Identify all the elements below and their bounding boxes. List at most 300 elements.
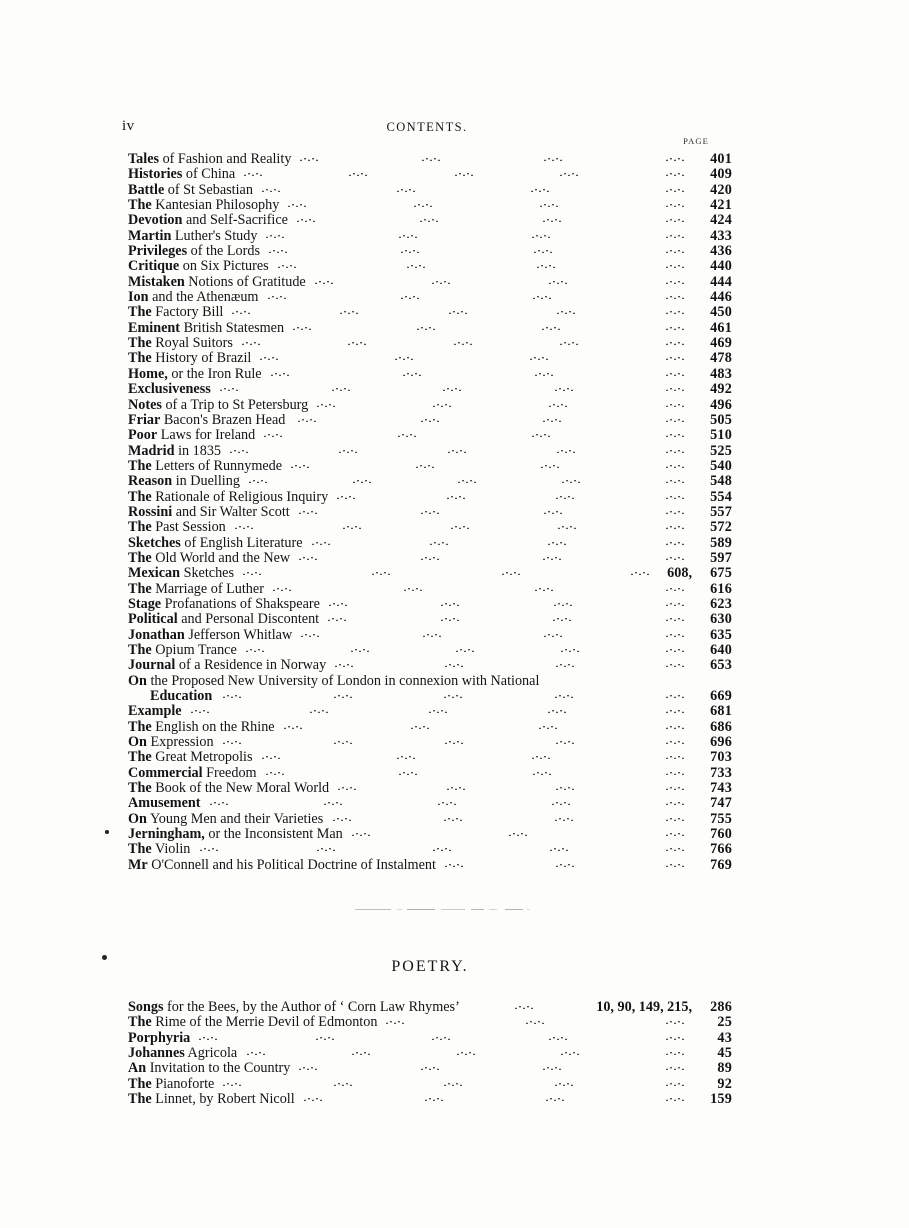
poetry-section-heading: POETRY. xyxy=(391,958,469,975)
toc-entry-title-lead: Amusement xyxy=(128,795,201,812)
leader-dots xyxy=(219,382,686,394)
toc-entry-title xyxy=(128,841,190,857)
toc-entry xyxy=(128,582,732,597)
leader-dots xyxy=(263,428,686,440)
toc-entry xyxy=(128,536,732,551)
leader-dots xyxy=(246,1046,686,1058)
toc-entry-title-lead: The xyxy=(128,580,152,597)
toc-entry-title-rest: on Six Pictures xyxy=(179,258,269,275)
toc-entry-title-rest: or the Inconsistent Man xyxy=(204,826,343,843)
toc-entry-page-number: 446 xyxy=(710,289,732,306)
toc-entry-title-lead: Mr xyxy=(128,856,148,873)
toc-entry-title-lead: Sketches xyxy=(128,534,181,551)
toc-entry-title xyxy=(128,427,255,443)
leader-dots xyxy=(209,796,686,808)
leader-dots xyxy=(385,1015,686,1027)
toc-entry-title-lead: Devotion xyxy=(128,212,183,229)
leader-dots xyxy=(199,842,686,854)
toc-entry-title-lead: Johannes xyxy=(128,1045,185,1062)
toc-entry-title-lead: Mexican xyxy=(128,565,181,582)
toc-entry xyxy=(128,1000,732,1015)
toc-entry xyxy=(128,1092,732,1107)
toc-entry-title-lead: On xyxy=(128,810,147,827)
leader-dots xyxy=(242,566,651,578)
toc-entry-title xyxy=(128,1060,290,1076)
leader-dots xyxy=(198,1031,686,1043)
toc-entry-title-rest: Letters of Runnymede xyxy=(151,457,283,474)
toc-entry xyxy=(128,842,732,857)
toc-entry-title-rest: of English Literature xyxy=(180,534,303,551)
toc-entry xyxy=(128,658,732,673)
toc-entry-page-number: 401 xyxy=(710,151,732,167)
toc-entry-title xyxy=(128,350,251,366)
leader-dots xyxy=(328,597,686,609)
toc-entry-title-rest: of the Lords xyxy=(187,243,260,260)
toc-entry-page-number: 496 xyxy=(710,396,732,413)
leader-dots xyxy=(222,689,686,701)
toc-entry-page-number: 461 xyxy=(710,319,732,336)
toc-entry xyxy=(128,628,732,643)
leader-dots xyxy=(229,444,686,456)
toc-entry xyxy=(128,566,732,581)
toc-entry-title-lead: Jerningham, xyxy=(128,826,205,843)
toc-entry-title xyxy=(128,1030,190,1046)
toc-entry xyxy=(128,367,732,382)
toc-entry-title-rest: of China xyxy=(182,166,236,183)
toc-entry xyxy=(128,858,732,873)
toc-entry-title xyxy=(128,1076,214,1092)
toc-entry-title-lead: Histories xyxy=(128,166,183,183)
section-divider-rule xyxy=(355,908,530,911)
toc-entry-title-lead: Madrid xyxy=(128,442,175,459)
toc-entry-title-lead: The xyxy=(128,350,152,367)
toc-entry xyxy=(128,413,732,428)
toc-entry-title xyxy=(128,1091,295,1107)
toc-entry-title xyxy=(128,826,343,842)
toc-entry-title-rest: in 1835 xyxy=(174,442,222,459)
toc-entry-title-rest: in Duelling xyxy=(172,473,240,490)
toc-entry-title-lead: Eminent xyxy=(128,319,181,336)
toc-entry-title xyxy=(128,243,260,259)
toc-entry-title xyxy=(128,535,303,551)
toc-entry xyxy=(128,213,732,228)
toc-entry-title xyxy=(128,811,323,827)
leader-dots xyxy=(300,628,686,640)
folio-number: iv xyxy=(122,118,135,134)
toc-entry-title-rest: and Self-Sacrifice xyxy=(182,212,288,229)
toc-entry-page-number: 25 xyxy=(717,1014,732,1031)
toc-entry xyxy=(128,551,732,566)
toc-entry-title xyxy=(128,151,291,167)
toc-entry-page-number: 92 xyxy=(717,1075,732,1092)
toc-entry-page-number: 597 xyxy=(710,549,732,566)
toc-entry xyxy=(128,750,732,765)
toc-entry-title-lead: Critique xyxy=(128,258,180,275)
toc-entry-title-lead: The xyxy=(128,642,152,658)
toc-entry-title-lead: The xyxy=(128,197,152,214)
toc-entry-title-lead: Martin xyxy=(128,227,172,244)
toc-entry-title-rest: or the Iron Rule xyxy=(167,365,262,382)
toc-entry-page-number: 444 xyxy=(710,273,732,290)
leader-dots xyxy=(243,167,686,179)
toc-entry-page-number: 675 xyxy=(710,565,732,582)
toc-entry xyxy=(128,1015,732,1030)
toc-entry-title xyxy=(128,703,182,719)
toc-entry-page-number: 548 xyxy=(710,473,732,490)
leader-dots xyxy=(292,321,686,333)
toc-entry-title xyxy=(128,443,221,459)
toc-entry-title xyxy=(128,581,264,597)
toc-entry xyxy=(128,167,732,182)
toc-entry xyxy=(128,1031,732,1046)
toc-entry-page-number: 653 xyxy=(710,657,732,674)
toc-entry-title-lead: On xyxy=(128,734,147,751)
toc-entry-title-lead: Political xyxy=(128,611,178,628)
leader-dots xyxy=(299,152,686,164)
toc-entry-title-rest: Bacon's Brazen Head xyxy=(160,411,286,428)
toc-entry xyxy=(128,1061,732,1076)
toc-entry-title-rest: Violin xyxy=(151,841,191,858)
leader-dots xyxy=(334,658,686,670)
toc-entry-title xyxy=(128,458,282,474)
toc-entry xyxy=(128,336,732,351)
running-head xyxy=(122,118,732,138)
toc-entry-title xyxy=(128,627,292,643)
toc-entry-title-lead: Commercial xyxy=(128,764,203,781)
contents-list xyxy=(128,152,732,873)
toc-entry xyxy=(128,275,732,290)
toc-entry-title xyxy=(128,1014,377,1030)
toc-entry xyxy=(128,259,732,274)
leader-dots xyxy=(270,367,686,379)
leader-dots xyxy=(283,720,686,732)
leader-dots xyxy=(469,1000,581,1012)
leader-dots xyxy=(190,704,686,716)
toc-entry-title-lead: The xyxy=(128,1091,152,1108)
toc-entry-title-rest: of St Sebastian xyxy=(164,181,253,198)
toc-entry-page-number: 703 xyxy=(710,749,732,766)
toc-entry xyxy=(128,796,732,811)
toc-entry xyxy=(128,597,732,612)
leader-dots xyxy=(298,505,686,517)
toc-entry-page-number: 469 xyxy=(710,335,732,352)
toc-entry-title xyxy=(128,657,326,673)
toc-entry-page-number: 696 xyxy=(710,734,732,751)
toc-entry-page-number: 640 xyxy=(710,642,732,658)
toc-entry-title xyxy=(128,412,285,428)
toc-entry-title-lead: Privileges xyxy=(128,243,188,260)
toc-entry xyxy=(128,781,732,796)
toc-entry-title-lead: Reason xyxy=(128,473,173,490)
toc-entry xyxy=(128,612,732,627)
leader-dots xyxy=(290,459,686,471)
leader-dots xyxy=(351,827,686,839)
leader-dots xyxy=(245,643,686,655)
toc-entry xyxy=(128,1046,732,1061)
toc-entry-page-number: 554 xyxy=(710,488,732,505)
toc-entry-title-lead: Friar xyxy=(128,411,161,428)
toc-entry xyxy=(128,152,732,167)
leader-dots xyxy=(327,612,686,624)
toc-entry-title xyxy=(128,611,319,627)
toc-entry-title-rest: Factory Bill xyxy=(151,304,224,321)
toc-entry xyxy=(128,490,732,505)
toc-entry-title-rest: Jefferson Whitlaw xyxy=(184,626,293,643)
toc-entry-title-lead: Exclusiveness xyxy=(128,381,211,398)
toc-entry-title xyxy=(128,795,201,811)
toc-entry-title xyxy=(128,228,257,244)
toc-entry-title-lead: The xyxy=(128,457,152,474)
toc-entry-page-number: 760 xyxy=(710,826,732,843)
toc-entry-page-number: 286 xyxy=(710,999,732,1015)
toc-entry-title-lead: Mistaken xyxy=(128,273,185,290)
toc-entry-title-lead: Home, xyxy=(128,365,168,382)
toc-entry-page-number: 424 xyxy=(710,212,732,229)
toc-entry xyxy=(128,1077,732,1092)
toc-entry-title xyxy=(128,366,262,382)
toc-entry xyxy=(128,766,732,781)
toc-entry-title-lead: The xyxy=(128,335,152,352)
leader-dots xyxy=(337,781,686,793)
toc-entry-title-lead: Ion xyxy=(128,289,149,306)
toc-entry-title-rest: Freedom xyxy=(202,764,257,781)
toc-entry-title xyxy=(128,550,290,566)
toc-entry-title xyxy=(128,258,269,274)
leader-dots xyxy=(222,735,686,747)
toc-entry-title xyxy=(128,504,290,520)
leader-dots xyxy=(265,229,686,241)
toc-entry-title xyxy=(128,182,253,198)
toc-entry-title xyxy=(128,596,320,612)
toc-entry-title-lead: Porphyria xyxy=(128,1029,191,1046)
leader-dots xyxy=(231,305,686,317)
toc-entry-page-number: 769 xyxy=(710,856,732,873)
toc-entry-title xyxy=(128,289,258,305)
toc-entry-title-lead: Notes xyxy=(128,396,162,413)
leader-dots xyxy=(332,812,686,824)
leader-dots xyxy=(297,413,686,425)
toc-entry xyxy=(128,474,732,489)
leader-dots xyxy=(444,858,686,870)
toc-entry-title-rest: Royal Suitors xyxy=(151,335,233,352)
toc-entry-title xyxy=(128,519,226,535)
toc-entry xyxy=(128,827,732,842)
toc-entry-title xyxy=(128,1045,237,1061)
toc-entry-page-number: 478 xyxy=(710,350,732,367)
toc-entry-page-number: 436 xyxy=(710,243,732,260)
ink-speck-artifact xyxy=(105,830,109,834)
toc-entry-page-number: 733 xyxy=(710,764,732,781)
toc-entry-title xyxy=(128,749,253,765)
running-head-title: CONTENTS. xyxy=(386,120,468,134)
toc-entry-page-number: 572 xyxy=(710,519,732,536)
toc-entry xyxy=(128,520,732,535)
toc-entry-title xyxy=(128,642,237,658)
toc-entry xyxy=(128,183,732,198)
leader-dots xyxy=(261,183,686,195)
toc-entry-title-lead: The xyxy=(128,780,152,797)
toc-entry-page-number: 557 xyxy=(710,503,732,520)
toc-entry-page-number: 589 xyxy=(710,534,732,551)
toc-entry xyxy=(128,229,732,244)
leader-dots xyxy=(272,582,686,594)
toc-entry-extra-refs: 10, 90, 149, 215, xyxy=(596,999,692,1015)
toc-entry-title-rest: Book of the New Moral World xyxy=(151,780,330,797)
leader-dots xyxy=(277,259,686,271)
toc-entry-title-lead: Stage xyxy=(128,595,162,612)
toc-entry-title xyxy=(128,719,275,735)
toc-entry-title-lead: The xyxy=(128,488,152,505)
leader-dots xyxy=(267,290,686,302)
toc-entry-title-lead: Journal xyxy=(128,657,176,674)
toc-entry-continuation xyxy=(128,689,732,704)
toc-entry-page-number: 743 xyxy=(710,780,732,797)
toc-entry-title xyxy=(128,320,284,336)
toc-entry-page-number: 635 xyxy=(710,626,732,643)
toc-entry-page-number: 409 xyxy=(710,166,732,183)
toc-entry-title-rest: O'Connell and his Political Doctrine of Instalment xyxy=(147,856,436,873)
toc-entry-title-rest: and the Athenæum xyxy=(148,289,259,306)
toc-entry-page-number: 755 xyxy=(710,810,732,827)
toc-entry-title-rest: Rationale of Religious Inquiry xyxy=(151,488,329,505)
toc-entry xyxy=(128,674,732,689)
toc-entry xyxy=(128,290,732,305)
leader-dots xyxy=(222,1077,686,1089)
toc-entry-title-lead: The xyxy=(128,304,152,321)
toc-entry-title-rest: and Sir Walter Scott xyxy=(172,503,290,520)
toc-entry-title xyxy=(128,489,328,505)
toc-entry-title-lead: The xyxy=(128,549,152,566)
toc-entry-page-number: 747 xyxy=(710,795,732,812)
leader-dots xyxy=(234,520,686,532)
toc-entry-continuation-text: Education xyxy=(150,688,213,705)
page-column-header: PAGE xyxy=(683,136,709,146)
toc-entry-page-number: 43 xyxy=(717,1029,732,1046)
toc-entry-title-rest: Luther's Study xyxy=(171,227,258,244)
toc-entry-title-rest: and Personal Discontent xyxy=(177,611,320,628)
ink-speck-artifact xyxy=(102,955,107,960)
toc-entry-page-number: 616 xyxy=(710,580,732,597)
toc-entry xyxy=(128,812,732,827)
leader-dots xyxy=(241,336,686,348)
toc-entry xyxy=(128,444,732,459)
toc-entry-page-number: 483 xyxy=(710,365,732,382)
toc-entry-title-lead: The xyxy=(128,749,152,766)
toc-entry-title-rest: of a Trip to St Petersburg xyxy=(161,396,309,413)
toc-entry xyxy=(128,459,732,474)
toc-entry xyxy=(128,720,732,735)
toc-entry-page-number: 630 xyxy=(710,611,732,628)
toc-entry-title-lead: The xyxy=(128,519,152,536)
toc-entry-title xyxy=(128,734,214,750)
toc-entry-page-number: 89 xyxy=(717,1060,732,1077)
toc-entry xyxy=(128,305,732,320)
toc-entry-page-number: 623 xyxy=(710,595,732,612)
toc-entry-title-lead: Battle xyxy=(128,181,165,198)
toc-entry-title-rest: English on the Rhine xyxy=(151,718,275,735)
toc-entry-title xyxy=(128,473,240,489)
toc-entry-title-lead: Tales xyxy=(128,151,160,167)
toc-entry-extra-refs: 608, xyxy=(667,565,692,582)
toc-entry-title-rest: History of Brazil xyxy=(151,350,252,367)
poetry-contents-list xyxy=(128,1000,732,1107)
toc-entry-title-lead: The xyxy=(128,1014,152,1031)
toc-entry xyxy=(128,382,732,397)
leader-dots xyxy=(261,750,686,762)
toc-entry-title xyxy=(128,197,279,213)
toc-entry xyxy=(128,244,732,259)
toc-entry-title-rest: the Proposed New University of London in connexion with National xyxy=(146,672,540,689)
toc-entry-title-rest: Agricola xyxy=(184,1045,238,1062)
toc-entry-title xyxy=(128,335,233,351)
toc-entry-page-number: 766 xyxy=(710,841,732,858)
toc-entry-title-rest: Old World and the New xyxy=(151,549,291,566)
toc-entry-title xyxy=(128,780,329,796)
toc-entry-title-lead: The xyxy=(128,841,152,858)
leader-dots xyxy=(259,351,686,363)
leader-dots xyxy=(336,490,686,502)
toc-entry-page-number: 159 xyxy=(710,1091,732,1108)
toc-entry-title-rest: Profanations of Shakspeare xyxy=(161,595,320,612)
toc-entry-page-number: 540 xyxy=(710,457,732,474)
toc-entry-page-number: 510 xyxy=(710,427,732,444)
toc-entry-page-number: 681 xyxy=(710,703,732,720)
toc-entry-page-number: 492 xyxy=(710,381,732,398)
toc-entry-title xyxy=(128,212,288,228)
toc-entry-page-number: 450 xyxy=(710,304,732,321)
toc-entry-title xyxy=(128,274,306,290)
toc-entry xyxy=(128,198,732,213)
toc-entry-title-rest: Opium Trance xyxy=(151,642,237,658)
toc-entry-title-lead: The xyxy=(128,718,152,735)
toc-entry xyxy=(128,505,732,520)
toc-entry-page-number: 669 xyxy=(710,688,732,705)
leader-dots xyxy=(314,275,686,287)
toc-entry-title xyxy=(128,857,436,873)
toc-entry-title-rest: Rime of the Merrie Devil of Edmonton xyxy=(151,1014,378,1031)
toc-entry-page-number: 45 xyxy=(717,1045,732,1062)
toc-entry-title-rest: Expression xyxy=(146,734,214,751)
toc-entry xyxy=(128,321,732,336)
toc-entry-title-rest: Linnet, by Robert Nicoll xyxy=(151,1091,295,1108)
leader-dots xyxy=(265,766,686,778)
toc-entry-title xyxy=(128,397,308,413)
toc-entry-title xyxy=(128,166,235,182)
toc-entry-title xyxy=(128,999,460,1015)
toc-entry-title-lead: An xyxy=(128,1060,147,1077)
toc-entry-page-number: 421 xyxy=(710,197,732,214)
toc-entry-page-number: 420 xyxy=(710,181,732,198)
toc-entry-page-number: 686 xyxy=(710,718,732,735)
toc-entry-title-rest: British Statesmen xyxy=(180,319,285,336)
toc-entry xyxy=(128,351,732,366)
toc-entry-title-rest: Invitation to the Country xyxy=(146,1060,291,1077)
toc-entry xyxy=(128,704,732,719)
toc-entry-title-lead: Rossini xyxy=(128,503,173,520)
toc-entry-title-rest: for the Bees, by the Author of ‘ Corn Law Rhymes’ xyxy=(163,999,460,1015)
leader-dots xyxy=(296,213,686,225)
toc-entry-title xyxy=(128,381,211,397)
toc-entry-page-number: 505 xyxy=(710,411,732,428)
toc-entry-title xyxy=(128,304,223,320)
leader-dots xyxy=(298,551,686,563)
toc-entry-title xyxy=(128,673,539,689)
leader-dots xyxy=(303,1092,686,1104)
leader-dots xyxy=(298,1061,686,1073)
toc-entry-title-rest: Laws for Ireland xyxy=(157,427,256,444)
toc-entry-title-rest: Marriage of Luther xyxy=(151,580,264,597)
toc-entry-page-number: 433 xyxy=(710,227,732,244)
